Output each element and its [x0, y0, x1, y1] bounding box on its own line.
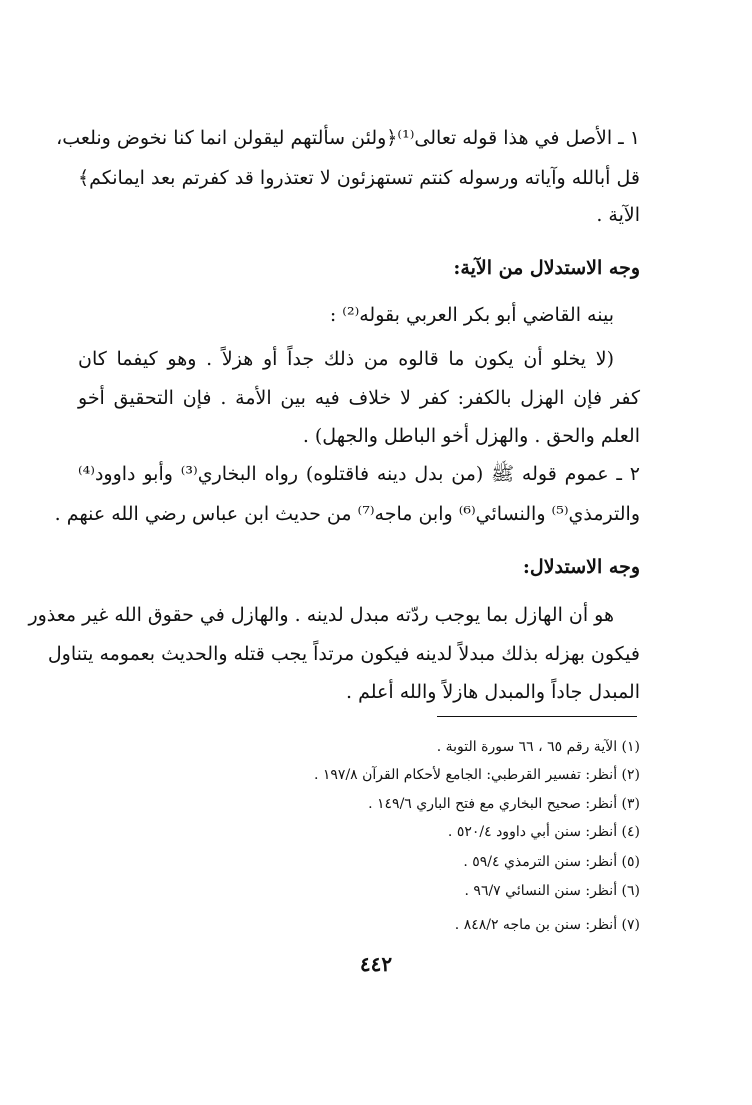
footnote-7: (٧) أنظر: سنن بن ماجه ٨٤٨/٢ .: [454, 917, 640, 933]
paragraph-5-line-3: المبدل جاداً والمبدل هازلاً والله أعلم .: [346, 681, 640, 703]
page-number: ٤٤٢: [359, 952, 393, 976]
paragraph-1-line-3: الآية .: [596, 204, 640, 226]
footnote-4: (٤) أنظر: سنن أبي داوود ٥٢٠/٤ .: [447, 824, 640, 840]
paragraph-3-line-1: (لا يخلو أن يكون ما قالوه من ذلك جداً أو هزلاً . وهو كيفما كان: [78, 348, 614, 370]
footnote-5: (٥) أنظر: سنن الترمذي ٥٩/٤ .: [463, 854, 640, 870]
paragraph-1-line-2: قل أبالله وآياته ورسوله كنتم تستهزئون لا تعتذروا قد كفرتم بعد ايمانكم﴾: [78, 167, 640, 189]
footnote-3: (٣) أنظر: صحيح البخاري مع فتح الباري ١٤٩/٦ .: [368, 796, 640, 812]
paragraph-3-line-2: كفر فإن الهزل بالكفر: كفر لا خلاف فيه بين الأمة . فإن التحقيق أخو: [78, 387, 640, 409]
footnote-2: (٢) أنظر: تفسير القرطبي: الجامع لأحكام القرآن ١٩٧/٨ .: [313, 767, 640, 783]
paragraph-1-line-1: ١ ـ الأصل في هذا قوله تعالى⁽¹⁾﴿ولئن سألتهم ليقولن انما كنا نخوض ونلعب،: [56, 127, 640, 149]
paragraph-4-line-2: والترمذي⁽⁵⁾ والنسائي⁽⁶⁾ وابن ماجه⁽⁷⁾ من حديث ابن عباس رضي الله عنهم .: [54, 503, 640, 525]
heading-deduction: وجه الاستدلال:: [522, 556, 640, 578]
paragraph-2-line-1: بينه القاضي أبو بكر العربي بقوله⁽²⁾ :: [329, 304, 614, 326]
footnote-1: (١) الآية رقم ٦٥ ، ٦٦ سورة التوبة .: [436, 739, 640, 755]
paragraph-5-line-1: هو أن الهازل بما يوجب ردّته مبدل لدينه . والهازل في حقوق الله غير معذور: [28, 604, 614, 626]
heading-deduction-from-verse: وجه الاستدلال من الآية:: [453, 257, 640, 279]
paragraph-3-line-3: العلم والحق . والهزل أخو الباطل والجهل) .: [302, 425, 640, 447]
footnote-separator: [437, 716, 637, 717]
paragraph-5-line-2: فيكون بهزله بذلك مبدلاً لدينه فيكون مرتداً يجب قتله والحديث بعمومه يتناول: [47, 643, 640, 665]
paragraph-4-line-1: ٢ ـ عموم قوله ﷺ (من بدل دينه فاقتلوه) رواه البخاري⁽³⁾ وأبو داوود⁽⁴⁾: [78, 463, 640, 485]
footnote-6: (٦) أنظر: سنن النسائي ٩٦/٧ .: [464, 883, 640, 899]
